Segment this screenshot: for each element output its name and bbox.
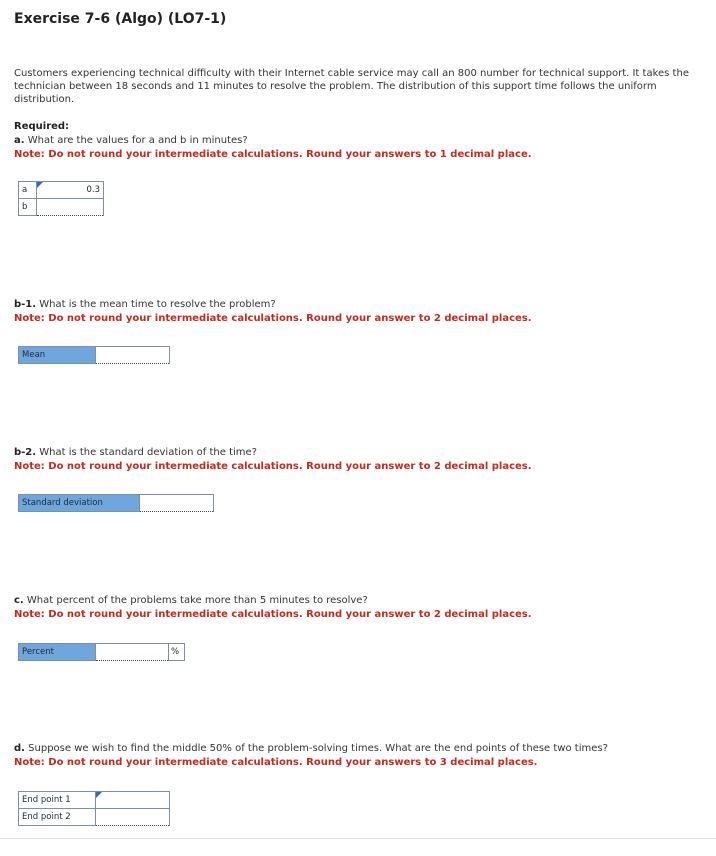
part-a-question xyxy=(14,134,248,147)
part-c-note: Note: Do not round your intermediate calculations. Round your answer to 2 decimal places. xyxy=(14,609,532,620)
problem-line-3: distribution. xyxy=(14,94,75,105)
input-cell-a xyxy=(37,182,104,199)
answer-row-end-point-1 xyxy=(19,792,170,809)
part-a-text: What are the values for a and b in minutes? xyxy=(27,135,248,146)
end-point-2-input-cell xyxy=(96,809,170,826)
answer-row-percent xyxy=(19,644,185,661)
end-point-1-input-cell xyxy=(96,792,170,809)
percent-input-cell xyxy=(96,644,169,661)
input-cell-b xyxy=(37,199,104,216)
part-b2-prefix: b-2. xyxy=(14,447,37,458)
part-d-note: Note: Do not round your intermediate calculations. Round your answers to 3 decimal places. xyxy=(14,757,538,768)
flag-icon xyxy=(96,792,102,798)
part-b1-prefix: b-1. xyxy=(14,299,37,310)
end-point-2-label: End point 2 xyxy=(19,809,96,826)
part-c-prefix: c. xyxy=(14,595,24,606)
percent-unit: % xyxy=(169,644,185,661)
answer-row-mean xyxy=(19,347,170,364)
part-d-text: Suppose we wish to find the middle 50% of the problem-solving times. What are the end points of these two times? xyxy=(28,743,608,754)
flag-icon xyxy=(37,182,43,188)
row-label-b: b xyxy=(19,199,37,216)
percent-label: Percent xyxy=(19,644,96,661)
part-b1-answer-table xyxy=(18,346,170,364)
part-b2-answer-table xyxy=(18,494,214,512)
answer-b-input[interactable] xyxy=(37,200,103,214)
answer-a-input[interactable] xyxy=(37,183,103,197)
part-b2-question xyxy=(14,446,257,459)
part-b1-text: What is the mean time to resolve the problem? xyxy=(39,299,276,310)
answer-row-a xyxy=(19,182,104,199)
stddev-input-cell xyxy=(140,495,214,512)
answer-row-b xyxy=(19,199,104,216)
part-a-answer-table xyxy=(18,181,104,216)
stddev-label: Standard deviation xyxy=(19,495,140,512)
row-label-a: a xyxy=(19,182,37,199)
problem-line-2: technician between 18 seconds and 11 minutes to resolve the problem. The distribution of this support time follows the uniform xyxy=(14,81,657,92)
part-b2-text: What is the standard deviation of the time? xyxy=(39,447,257,458)
answer-row-stddev xyxy=(19,495,214,512)
part-b1-note: Note: Do not round your intermediate calculations. Round your answer to 2 decimal places. xyxy=(14,313,532,324)
stddev-input[interactable] xyxy=(140,496,213,510)
required-heading: Required: xyxy=(14,121,70,132)
part-d-question xyxy=(14,742,608,755)
part-b2-note: Note: Do not round your intermediate calculations. Round your answer to 2 decimal places. xyxy=(14,461,532,472)
part-a-note: Note: Do not round your intermediate calculations. Round your answers to 1 decimal place. xyxy=(14,149,532,160)
bottom-divider xyxy=(0,838,716,839)
problem-statement xyxy=(14,67,689,106)
part-d-answer-table xyxy=(18,791,170,826)
part-c-text: What percent of the problems take more than 5 minutes to resolve? xyxy=(26,595,368,606)
answer-row-end-point-2 xyxy=(19,809,170,826)
part-a-prefix: a. xyxy=(14,135,25,146)
exercise-title: Exercise 7-6 (Algo) (LO7-1) xyxy=(14,11,227,27)
mean-input-cell xyxy=(96,347,170,364)
problem-line-1: Customers experiencing technical difficulty with their Internet cable service may call an 800 number for technical support. It takes the xyxy=(14,68,689,79)
mean-label: Mean xyxy=(19,347,96,364)
part-b1-question xyxy=(14,298,276,311)
end-point-1-label: End point 1 xyxy=(19,792,96,809)
part-d-prefix: d. xyxy=(14,743,25,754)
end-point-2-input[interactable] xyxy=(96,810,169,824)
percent-input[interactable] xyxy=(96,645,168,659)
part-c-question xyxy=(14,594,368,607)
part-c-answer-table xyxy=(18,643,185,661)
mean-input[interactable] xyxy=(96,348,169,362)
end-point-1-input[interactable] xyxy=(96,793,169,807)
